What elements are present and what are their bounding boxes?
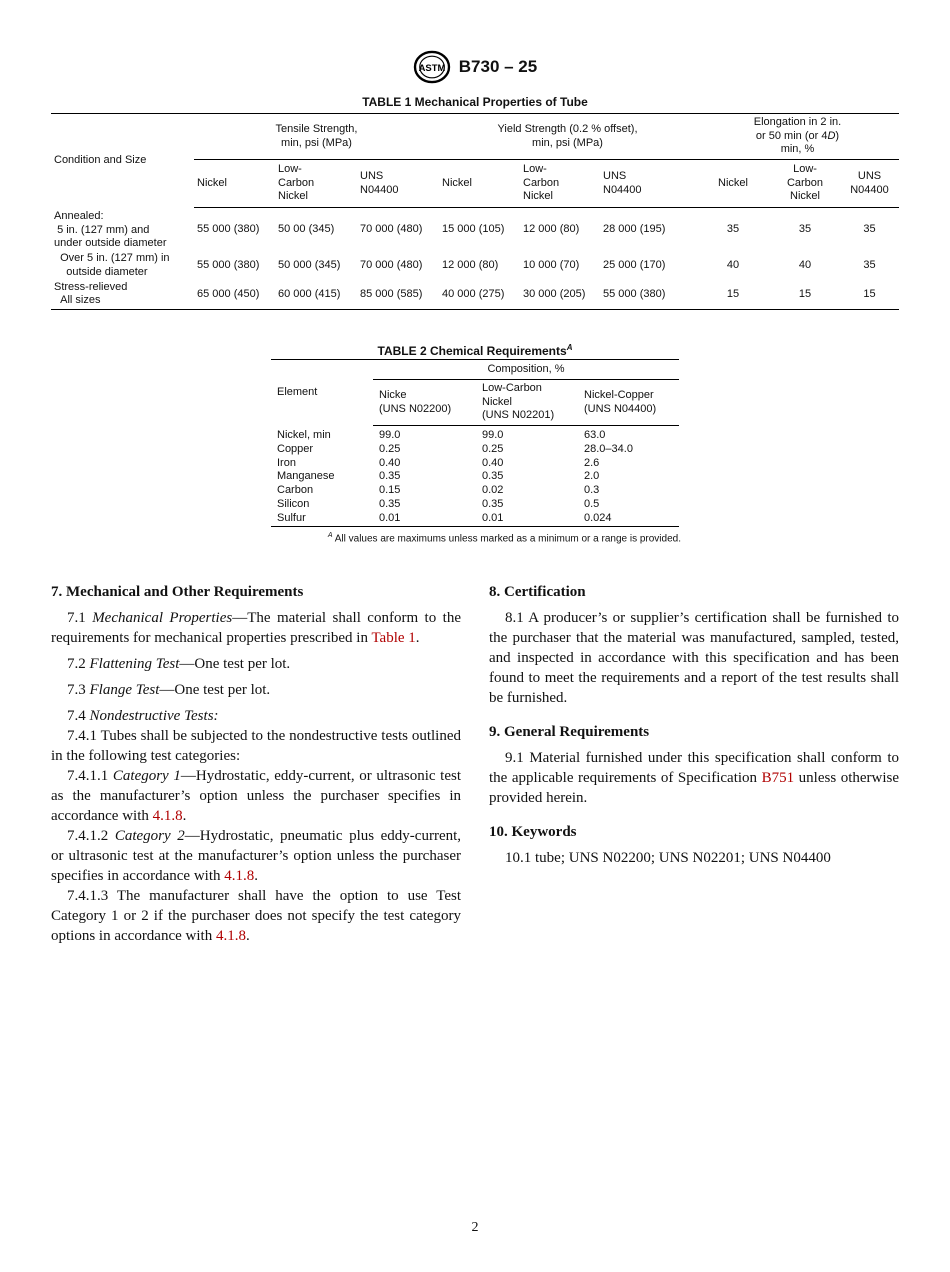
table-row [271, 457, 679, 471]
table-cell: 85 000 (585) [357, 280, 439, 310]
table1-sub-lowcarbon: Low- Carbon Nickel [520, 160, 600, 208]
table-cell: 35 [863, 223, 876, 235]
table-cell: 0.02 [482, 484, 504, 497]
table1-row-header: Condition and Size [51, 114, 194, 208]
ref-4-1-8-link[interactable]: 4.1.8 [224, 868, 255, 884]
right-column [489, 582, 899, 868]
table-cell: 60 000 (415) [275, 280, 357, 310]
table2-element-header: Element [271, 360, 373, 426]
table-cell: 0.25 [379, 442, 401, 455]
table-cell: 0.15 [379, 484, 401, 497]
table-row [271, 498, 679, 512]
paragraph-7-2: 7.2 Flattening Test—One test per lot. [67, 656, 291, 672]
table2-col-lowcarbon: Low-Carbon Nickel (UNS N02201) [476, 380, 578, 426]
table-cell: 28 000 (195) [603, 223, 666, 235]
b751-link[interactable]: B751 [761, 770, 795, 786]
table-cell: 40 000 (275) [439, 280, 520, 310]
table-cell: 15 [770, 280, 840, 310]
row-label: Stress-relieved All sizes [51, 280, 194, 310]
paragraph-7-4-1: 7.4.1 Tubes shall be subjected to the nondestructive tests outlined in the following test categories: [51, 728, 461, 764]
table-cell: 35 [863, 258, 876, 271]
table1-sub-lowcarbon: Low- Carbon Nickel [770, 160, 840, 208]
section7-title: 7. Mechanical and Other Requirements [51, 584, 304, 600]
table-row [271, 512, 679, 526]
ref-4-1-8-link[interactable]: 4.1.8 [215, 928, 246, 944]
section10-title: 10. Keywords [489, 824, 577, 840]
table-cell: 99.0 [379, 429, 401, 441]
table2-composition-header: Composition, % [373, 360, 679, 380]
astm-logo-text: ASTM [418, 62, 446, 74]
table-cell: Copper [277, 442, 314, 455]
table-row [271, 470, 679, 484]
paragraph-8-1: 8.1 A producer’s or supplier’s certification shall be furnished to the purchaser that the material was manufactured, sampled, tested, and inspected in accordance with this specification and has been found to meet the requirements and a report of the test results shall be furnished. [489, 610, 899, 706]
row-label: Over 5 in. (127 mm) in outside diameter [60, 252, 170, 278]
paragraph-7-3: 7.3 Flange Test—One test per lot. [67, 682, 271, 698]
table1-sub-nickel: Nickel [194, 160, 275, 208]
table1-sub-nickel: Nickel [439, 160, 520, 208]
section8-title: 8. Certification [489, 584, 586, 600]
table2-col-nickel: Nicke (UNS N02200) [373, 380, 476, 426]
table-cell: 0.5 [584, 497, 600, 510]
table-row [271, 443, 679, 457]
table1-group-elongation: Elongation in 2 in. or 50 min (or 4D) min, % [696, 114, 899, 160]
paragraph-7-4-1-1: 7.4.1.1 Category 1—Hydrostatic, eddy-current, or ultrasonic test as the manufacturer’s option unless the purchaser specifies in accordance with 4.1.8. [51, 768, 461, 824]
table-row [51, 252, 899, 280]
row-label: Annealed: 5 in. (127 mm) and under outside diameter [54, 210, 167, 250]
table1-group-yield: Yield Strength (0.2 % offset), min, psi (MPa) [439, 114, 696, 160]
table-cell: 70 000 (480) [360, 258, 423, 271]
table1-sub-nickel: Nickel [696, 160, 770, 208]
table-cell: 0.35 [482, 470, 504, 483]
table-cell: 0.40 [482, 456, 504, 469]
table-cell: 2.0 [584, 470, 600, 483]
table-cell: 0.024 [578, 512, 679, 526]
table-cell: 25 000 (170) [603, 258, 666, 271]
paragraph-10-1: 10.1 tube; UNS N02200; UNS N02201; UNS N04400 [505, 850, 831, 866]
table2-footnote: $^A$ All values are maximums unless marked as a minimum or a range is provided. [327, 532, 681, 545]
table-cell: 10 000 (70) [523, 258, 580, 271]
table-cell: 0.01 [373, 512, 476, 526]
ref-4-1-8-link[interactable]: 4.1.8 [152, 808, 183, 824]
table-cell: 55 000 (380) [197, 223, 260, 235]
table-cell: 70 000 (480) [360, 223, 423, 235]
table-cell: 65 000 (450) [194, 280, 275, 310]
table2-caption: TABLE 2 Chemical Requirements$^A$ [377, 343, 573, 358]
astm-logo-icon [413, 50, 451, 84]
table-cell: 0.25 [482, 442, 504, 455]
table1-sub-uns: UNS N04400 [600, 160, 696, 208]
table-cell: 0.35 [379, 470, 401, 483]
table-cell: 40 [798, 258, 812, 271]
table-cell: 30 000 (205) [520, 280, 600, 310]
table-cell: Manganese [277, 470, 335, 483]
paragraph-7-4-1-2: 7.4.1.2 Category 2—Hydrostatic, pneumatic plus eddy-current, or ultrasonic test at the manufacturer’s option unless the purchaser specifies in accordance with 4.1.8. [51, 828, 462, 884]
table-cell: Silicon [277, 497, 310, 510]
table-cell: 99.0 [482, 429, 504, 441]
table-cell: 35 [798, 223, 812, 235]
left-column [51, 582, 461, 946]
table-cell: 55 000 (380) [197, 258, 260, 271]
paragraph-7-4: 7.4 Nondestructive Tests: [67, 708, 219, 724]
table-cell: 50 000 (345) [278, 258, 341, 271]
table2-col-nickel-copper: Nickel-Copper (UNS N04400) [578, 380, 679, 426]
table-cell: 40 [726, 258, 740, 271]
table-cell: 35 [726, 223, 740, 235]
table1-caption: TABLE 1 Mechanical Properties of Tube [362, 95, 588, 109]
table-cell: 0.01 [476, 512, 578, 526]
table-cell: 0.35 [482, 497, 504, 510]
table-row [51, 208, 899, 252]
table-cell: Carbon [277, 484, 314, 497]
table-cell: 15 000 (105) [442, 223, 505, 235]
table-cell: 12 000 (80) [523, 223, 580, 235]
table-cell: 63.0 [584, 429, 606, 441]
table-cell: 15 [696, 280, 770, 310]
table2-chemical-requirements [271, 359, 679, 527]
table-cell: 55 000 (380) [600, 280, 696, 310]
table-cell: 0.3 [584, 484, 600, 497]
section9-title: 9. General Requirements [489, 724, 650, 740]
table-cell: 0.35 [379, 497, 401, 510]
table-cell: 2.6 [584, 456, 600, 469]
paragraph-7-4-1-3: 7.4.1.3 The manufacturer shall have the option to use Test Category 1 or 2 if the purchaser does not specify the test category options in accordance with 4.1.8. [51, 888, 461, 944]
paragraph-9-1: 9.1 Material furnished under this specification shall conform to the applicable requirements of Specification B751 unless otherwise provided herein. [489, 750, 900, 806]
table1-sub-uns: UNS N04400 [357, 160, 439, 208]
table-row [271, 426, 679, 443]
table-cell: 50 00 (345) [278, 223, 335, 235]
table1-mechanical-properties [51, 113, 899, 310]
table-cell: Sulfur [271, 512, 373, 526]
table-cell: 12 000 (80) [442, 258, 499, 271]
table-cell: 28.0–34.0 [584, 442, 633, 455]
paragraph-7-1: 7.1 Mechanical Properties—The material shall conform to the requirements for mechanical properties prescribed in Table 1. [51, 610, 461, 646]
table-cell: Iron [277, 456, 296, 469]
table1-sub-lowcarbon: Low- Carbon Nickel [275, 160, 357, 208]
table-cell: 0.40 [379, 456, 401, 469]
table1-sub-uns: UNS N04400 [840, 160, 899, 208]
table-row [51, 280, 899, 310]
table-cell: 15 [840, 280, 899, 310]
table-cell: Nickel, min [277, 428, 331, 441]
table1-link[interactable]: Table 1 [371, 630, 416, 646]
designation: B730 – 25 [458, 57, 538, 76]
table1-group-tensile: Tensile Strength, min, psi (MPa) [194, 114, 439, 160]
table-row [271, 484, 679, 498]
page-header [0, 50, 950, 84]
page-number: 2 [471, 1220, 479, 1235]
